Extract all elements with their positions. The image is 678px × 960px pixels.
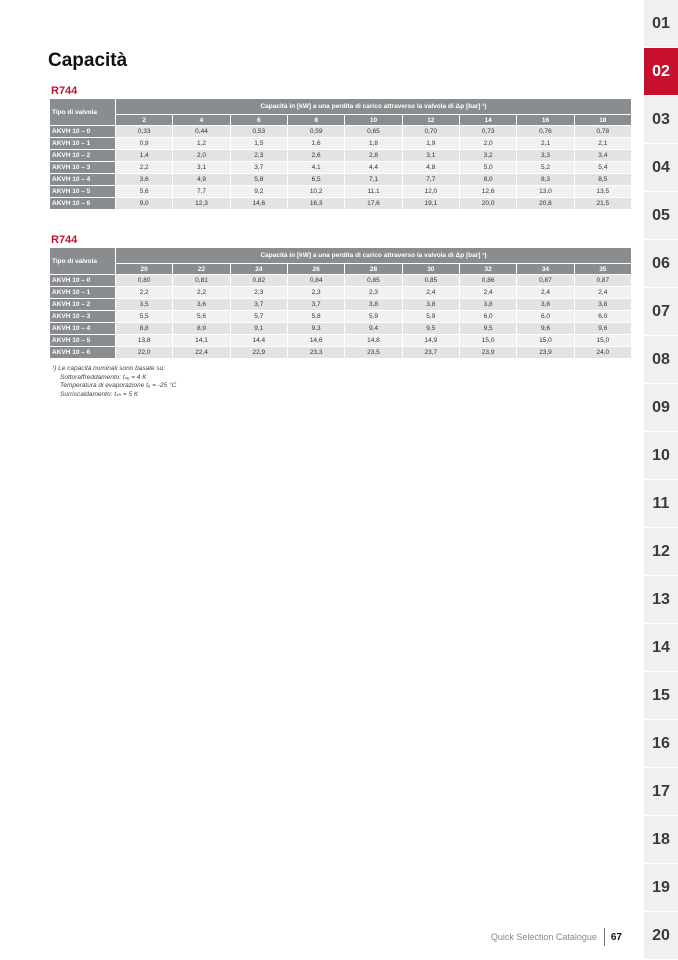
capacity-value-cell: 9,6 [517, 323, 574, 335]
capacity-value-cell: 3,5 [116, 299, 173, 311]
capacity-value-cell: 16,3 [287, 198, 344, 210]
pressure-drop-column: 6 [230, 115, 287, 126]
capacity-value-cell: 22,4 [173, 347, 230, 359]
capacity-value-cell: 5,8 [230, 174, 287, 186]
capacity-value-cell: 23,9 [459, 347, 516, 359]
capacity-value-cell: 2,3 [230, 150, 287, 162]
table-row [50, 198, 632, 210]
capacity-value-cell: 0,86 [459, 275, 516, 287]
capacity-value-cell: 0,73 [459, 126, 516, 138]
pressure-drop-column: 30 [402, 264, 459, 275]
capacity-value-cell: 9,0 [116, 198, 173, 210]
capacity-value-cell: 0,65 [345, 126, 402, 138]
pressure-drop-column: 26 [287, 264, 344, 275]
capacity-value-cell: 3,1 [173, 162, 230, 174]
capacity-value-cell: 1,9 [402, 138, 459, 150]
footnote [52, 365, 176, 399]
capacity-value-cell: 0,59 [287, 126, 344, 138]
capacity-value-cell: 2,3 [287, 287, 344, 299]
capacity-value-cell: 2,0 [459, 138, 516, 150]
valve-type-cell: AKVH 10 – 1 [50, 138, 116, 150]
capacity-value-cell: 2,0 [173, 150, 230, 162]
capacity-value-cell: 15,0 [517, 335, 574, 347]
table-row [50, 138, 632, 150]
capacity-value-cell: 14,1 [173, 335, 230, 347]
capacity-value-cell: 0,85 [402, 275, 459, 287]
capacity-value-cell: 3,7 [287, 299, 344, 311]
section-label-r744-1: R744 [51, 85, 78, 97]
chapter-tab-12[interactable]: 12 [644, 528, 678, 576]
chapter-tab-19[interactable]: 19 [644, 864, 678, 912]
capacity-value-cell: 8,0 [459, 174, 516, 186]
capacity-value-cell: 1,8 [345, 138, 402, 150]
table-row [50, 323, 632, 335]
pressure-drop-row [50, 115, 632, 126]
capacity-value-cell: 3,7 [230, 162, 287, 174]
capacity-value-cell: 10,2 [287, 186, 344, 198]
capacity-value-cell: 2,4 [517, 287, 574, 299]
pressure-drop-column: 35 [574, 264, 631, 275]
capacity-value-cell: 2,4 [459, 287, 516, 299]
pressure-drop-column: 16 [517, 115, 574, 126]
table-row [50, 174, 632, 186]
chapter-tab-15[interactable]: 15 [644, 672, 678, 720]
table-row [50, 311, 632, 323]
footer-catalogue-title: Quick Selection Catalogue [490, 932, 597, 942]
capacity-value-cell: 2,1 [517, 138, 574, 150]
valve-type-cell: AKVH 10 – 2 [50, 299, 116, 311]
capacity-value-cell: 8,9 [173, 323, 230, 335]
pressure-drop-column: 24 [230, 264, 287, 275]
pressure-drop-column: 12 [402, 115, 459, 126]
chapter-tab-10[interactable]: 10 [644, 432, 678, 480]
table-row [50, 150, 632, 162]
pressure-drop-column: 28 [345, 264, 402, 275]
table-row [50, 347, 632, 359]
capacity-value-cell: 3,8 [517, 299, 574, 311]
capacity-value-cell: 14,6 [230, 198, 287, 210]
capacity-value-cell: 15,0 [574, 335, 631, 347]
pressure-drop-column: 14 [459, 115, 516, 126]
chapter-tab-18[interactable]: 18 [644, 816, 678, 864]
chapter-tab-04[interactable]: 04 [644, 144, 678, 192]
capacity-value-cell: 3,4 [574, 150, 631, 162]
capacity-value-cell: 17,6 [345, 198, 402, 210]
capacity-value-cell: 3,7 [230, 299, 287, 311]
capacity-header: Capacità in [kW] a una perdita di carico attraverso la valvola di Δp [bar] ¹) [116, 248, 632, 264]
pressure-drop-column: 10 [345, 115, 402, 126]
capacity-value-cell: 4,4 [345, 162, 402, 174]
valve-type-cell: AKVH 10 – 0 [50, 275, 116, 287]
pressure-drop-column: 22 [173, 264, 230, 275]
capacity-value-cell: 2,3 [230, 287, 287, 299]
chapter-tab-09[interactable]: 09 [644, 384, 678, 432]
table-header-row [50, 99, 632, 115]
capacity-value-cell: 23,9 [517, 347, 574, 359]
valve-type-cell: AKVH 10 – 5 [50, 186, 116, 198]
section-label-r744-2: R744 [51, 234, 78, 246]
valve-type-cell: AKVH 10 – 6 [50, 347, 116, 359]
capacity-value-cell: 3,6 [116, 174, 173, 186]
capacity-value-cell: 1,6 [287, 138, 344, 150]
valve-type-cell: AKVH 10 – 4 [50, 174, 116, 186]
capacity-value-cell: 2,4 [574, 287, 631, 299]
capacity-value-cell: 2,2 [116, 287, 173, 299]
pressure-drop-row [50, 264, 632, 275]
capacity-value-cell: 2,8 [345, 150, 402, 162]
chapter-tab-03[interactable]: 03 [644, 96, 678, 144]
capacity-value-cell: 3,8 [574, 299, 631, 311]
capacity-value-cell: 20,8 [517, 198, 574, 210]
capacity-value-cell: 0,53 [230, 126, 287, 138]
pressure-drop-column: 34 [517, 264, 574, 275]
capacity-value-cell: 22,0 [116, 347, 173, 359]
capacity-value-cell: 5,6 [173, 311, 230, 323]
capacity-value-cell: 9,3 [287, 323, 344, 335]
capacity-value-cell: 0,87 [517, 275, 574, 287]
pressure-drop-column: 2 [116, 115, 173, 126]
capacity-value-cell: 14,8 [345, 335, 402, 347]
valve-type-header: Tipo di valvola [50, 99, 116, 126]
pressure-drop-column: 32 [459, 264, 516, 275]
capacity-value-cell: 5,5 [116, 311, 173, 323]
capacity-value-cell: 20,0 [459, 198, 516, 210]
chapter-tab-08[interactable]: 08 [644, 336, 678, 384]
capacity-value-cell: 5,0 [459, 162, 516, 174]
capacity-value-cell: 4,1 [287, 162, 344, 174]
capacity-value-cell: 3,1 [402, 150, 459, 162]
valve-type-cell: AKVH 10 – 1 [50, 287, 116, 299]
capacity-value-cell: 2,3 [345, 287, 402, 299]
chapter-tab-01[interactable]: 01 [644, 0, 678, 48]
capacity-value-cell: 0,76 [517, 126, 574, 138]
chapter-tab-06[interactable]: 06 [644, 240, 678, 288]
capacity-value-cell: 2,2 [116, 162, 173, 174]
table-row [50, 287, 632, 299]
page-footer [491, 928, 622, 946]
page-number: 67 [610, 931, 622, 943]
capacity-value-cell: 9,5 [402, 323, 459, 335]
capacity-value-cell: 5,8 [287, 311, 344, 323]
capacity-value-cell: 2,4 [402, 287, 459, 299]
capacity-value-cell: 23,5 [345, 347, 402, 359]
pressure-drop-column: 8 [287, 115, 344, 126]
capacity-value-cell: 0,85 [345, 275, 402, 287]
capacity-value-cell: 9,1 [230, 323, 287, 335]
capacity-value-cell: 21,5 [574, 198, 631, 210]
table-row [50, 335, 632, 347]
table-row [50, 126, 632, 138]
capacity-value-cell: 23,7 [402, 347, 459, 359]
table-row [50, 162, 632, 174]
capacity-value-cell: 6,0 [574, 311, 631, 323]
chapter-tab-02[interactable]: 02 [644, 48, 678, 96]
capacity-value-cell: 5,9 [402, 311, 459, 323]
capacity-value-cell: 8,5 [574, 174, 631, 186]
capacity-value-cell: 0,33 [116, 126, 173, 138]
capacity-value-cell: 2,1 [574, 138, 631, 150]
capacity-value-cell: 3,8 [459, 299, 516, 311]
table-header-row [50, 248, 632, 264]
chapter-tab-13[interactable]: 13 [644, 576, 678, 624]
capacity-value-cell: 11,1 [345, 186, 402, 198]
chapter-tab-17[interactable]: 17 [644, 768, 678, 816]
capacity-value-cell: 7,1 [345, 174, 402, 186]
capacity-value-cell: 0,82 [230, 275, 287, 287]
capacity-value-cell: 24,0 [574, 347, 631, 359]
capacity-value-cell: 8,8 [116, 323, 173, 335]
capacity-value-cell: 1,2 [173, 138, 230, 150]
capacity-value-cell: 5,4 [574, 162, 631, 174]
valve-type-cell: AKVH 10 – 6 [50, 198, 116, 210]
capacity-table-1 [50, 99, 632, 210]
chapter-tab-16[interactable]: 16 [644, 720, 678, 768]
capacity-value-cell: 0,44 [173, 126, 230, 138]
capacity-value-cell: 6,5 [287, 174, 344, 186]
footnote-line: Sottoraffreddamento: tₛᵤ = 4 K [60, 373, 147, 381]
capacity-value-cell: 9,4 [345, 323, 402, 335]
table-row [50, 299, 632, 311]
capacity-value-cell: 6,0 [459, 311, 516, 323]
capacity-value-cell: 13,0 [517, 186, 574, 198]
capacity-value-cell: 4,9 [173, 174, 230, 186]
capacity-value-cell: 9,2 [230, 186, 287, 198]
capacity-value-cell: 0,81 [173, 275, 230, 287]
capacity-value-cell: 12,3 [173, 198, 230, 210]
chapter-tab-05[interactable]: 05 [644, 192, 678, 240]
capacity-value-cell: 0,80 [116, 275, 173, 287]
capacity-value-cell: 1,5 [230, 138, 287, 150]
capacity-value-cell: 2,2 [173, 287, 230, 299]
capacity-value-cell: 9,5 [459, 323, 516, 335]
page-title: Capacità [48, 50, 128, 71]
capacity-value-cell: 5,7 [230, 311, 287, 323]
table-row [50, 186, 632, 198]
footnote-line: ¹) Le capacità nominali sono basate su: [52, 365, 166, 372]
valve-type-header: Tipo di valvola [50, 248, 116, 275]
capacity-header: Capacità in [kW] a una perdita di carico attraverso la valvola di Δp [bar] ¹) [116, 99, 632, 115]
valve-type-cell: AKVH 10 – 3 [50, 162, 116, 174]
capacity-value-cell: 14,4 [230, 335, 287, 347]
capacity-value-cell: 0,9 [116, 138, 173, 150]
capacity-value-cell: 4,8 [402, 162, 459, 174]
capacity-value-cell: 14,6 [287, 335, 344, 347]
capacity-value-cell: 14,9 [402, 335, 459, 347]
capacity-value-cell: 7,7 [173, 186, 230, 198]
valve-type-cell: AKVH 10 – 3 [50, 311, 116, 323]
pressure-drop-column: 4 [173, 115, 230, 126]
capacity-value-cell: 7,7 [402, 174, 459, 186]
table-row [50, 275, 632, 287]
valve-type-cell: AKVH 10 – 5 [50, 335, 116, 347]
capacity-value-cell: 23,3 [287, 347, 344, 359]
capacity-value-cell: 1,4 [116, 150, 173, 162]
capacity-value-cell: 0,84 [287, 275, 344, 287]
capacity-value-cell: 0,70 [402, 126, 459, 138]
capacity-value-cell: 2,6 [287, 150, 344, 162]
chapter-tab-07[interactable]: 07 [644, 288, 678, 336]
capacity-value-cell: 5,6 [116, 186, 173, 198]
capacity-value-cell: 3,8 [345, 299, 402, 311]
capacity-value-cell: 0,87 [574, 275, 631, 287]
capacity-value-cell: 9,6 [574, 323, 631, 335]
capacity-value-cell: 8,3 [517, 174, 574, 186]
pressure-drop-column: 18 [574, 115, 631, 126]
capacity-value-cell: 0,78 [574, 126, 631, 138]
capacity-value-cell: 13,8 [116, 335, 173, 347]
capacity-table-2 [50, 248, 632, 359]
capacity-value-cell: 3,2 [459, 150, 516, 162]
chapter-tab-20[interactable]: 20 [644, 912, 678, 960]
capacity-value-cell: 3,6 [173, 299, 230, 311]
capacity-value-cell: 19,1 [402, 198, 459, 210]
capacity-value-cell: 3,3 [517, 150, 574, 162]
footnote-line: Surriscaldamento: tₛₕ = 5 K [60, 390, 139, 398]
chapter-tab-11[interactable]: 11 [644, 480, 678, 528]
capacity-value-cell: 22,9 [230, 347, 287, 359]
chapter-tab-14[interactable]: 14 [644, 624, 678, 672]
capacity-value-cell: 13,5 [574, 186, 631, 198]
capacity-value-cell: 5,2 [517, 162, 574, 174]
capacity-value-cell: 12,6 [459, 186, 516, 198]
capacity-value-cell: 5,9 [345, 311, 402, 323]
pressure-drop-column: 20 [116, 264, 173, 275]
capacity-value-cell: 12,0 [402, 186, 459, 198]
chapter-sidebar [644, 0, 678, 959]
capacity-value-cell: 3,8 [402, 299, 459, 311]
footnote-line: Temperatura di evaporazione tₑ = -25 °C [60, 382, 177, 389]
footer-divider [604, 928, 605, 946]
capacity-value-cell: 6,0 [517, 311, 574, 323]
valve-type-cell: AKVH 10 – 4 [50, 323, 116, 335]
capacity-value-cell: 15,0 [459, 335, 516, 347]
valve-type-cell: AKVH 10 – 2 [50, 150, 116, 162]
valve-type-cell: AKVH 10 – 0 [50, 126, 116, 138]
